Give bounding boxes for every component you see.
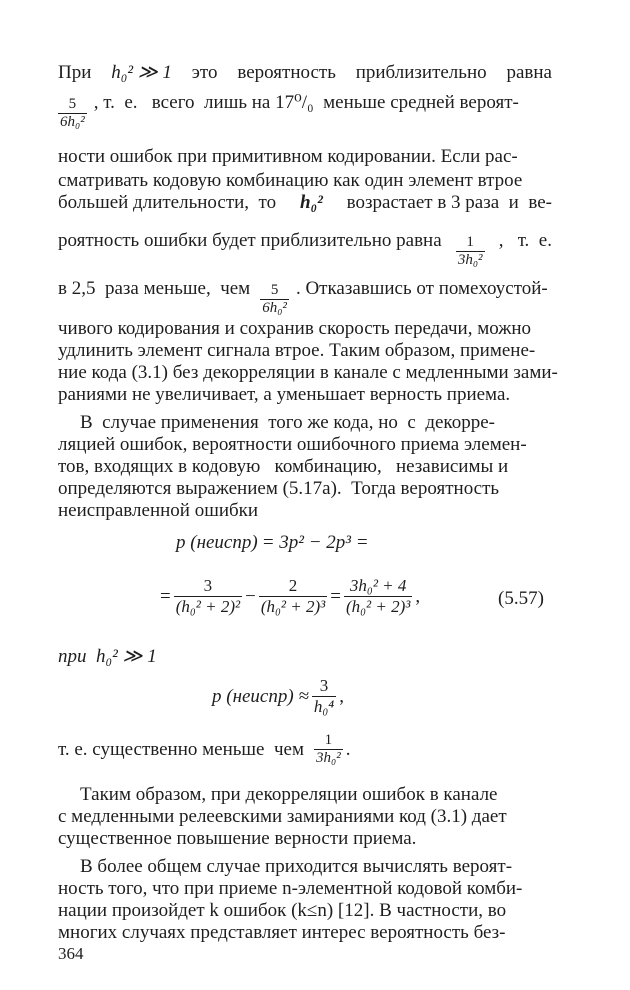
equals-sign: = [330,585,341,607]
text: удлинить элемент сигнала втрое. Таким образом, примене- [58,340,536,361]
text: , т. е. всего лишь на 17⁰/₀ меньше средней вероят- [93,92,519,113]
text: в 2,5 раза меньше, чем [58,278,251,299]
period: . [345,738,351,760]
text: раниями не увеличивает, а уменьшает верность приема. [58,384,511,405]
text: ляцией ошибок, вероятности ошибочного приема элемен- [58,434,527,455]
para1-line7 [58,278,552,317]
para4-line2 [58,878,552,900]
text: неисправленной ошибки [58,500,259,521]
para1-line11 [58,384,552,406]
para1-line8 [58,318,552,340]
condition-line [58,646,552,668]
page-number: 364 [58,944,84,963]
comma: , [415,585,421,607]
formula-approx [212,676,344,717]
comma: , [339,685,344,707]
para1-line3 [58,146,552,168]
text: существенное повышение верности приема. [58,828,417,849]
text: многих случаях представляет интерес вероятность без- [58,922,506,943]
text: , т. е. [498,230,552,251]
para1-line2 [58,92,552,131]
word: приблизительно [355,62,487,83]
para4-line4 [58,922,552,944]
fraction-5-6h: $\frac{5}{\text{6h₀²}}$ [60,96,85,130]
text: ность того, что при приеме n-элементной кодовой комби- [58,878,523,899]
fraction-5-6h: $\frac{5}{\text{6h₀²}}$ [262,282,287,316]
word: При [58,62,92,83]
formula-p-neispr [176,532,369,554]
para2-line4 [58,478,552,500]
text: с медленными релеевскими замираниями код (3.1) дает [58,806,507,827]
fraction-3: $\frac{3}{\text{(h₀² + 2)²}}$ [175,576,241,616]
para4-line3 [58,900,552,922]
h0-squared: h₀² [299,192,323,213]
word: равна [506,62,552,83]
result-line [58,732,350,767]
word: это [191,62,218,83]
para1-line10 [58,362,558,384]
para1-line1 [58,62,552,84]
formula-expanded [160,576,420,617]
fraction-result: $\frac{\text{3h₀² + 4}}{\text{(h₀² + 2)³}}$ [345,576,411,616]
fraction-1-3h: $\frac{1}{\text{3h₀²}}$ [316,732,341,766]
fraction-3-h4: $\frac{3}{\text{h₀⁴}}$ [313,676,335,716]
text: . Отказавшись от помехоустой- [295,278,548,299]
para1-line5 [58,192,552,214]
text: тов, входящих в кодовую комбинацию, независимы и [58,456,509,477]
text: В случае применения того же кода, но с декорре- [80,412,495,433]
formula-lhs: p (неиспр) ≈ [212,685,309,707]
para4-line1 [80,856,552,878]
fraction-1-3h: $\frac{1}{\text{3h₀²}}$ [457,234,483,268]
text: нации произойдет k ошибок (k≤n) [12]. В частности, во [58,900,507,921]
text: т. е. существенно меньше чем [58,738,305,760]
para1-line9 [58,340,552,362]
condition-h0: h₀² ≫ 1 [111,62,172,83]
formula-lhs: p (неиспр) [176,532,258,553]
text: возрастает в 3 раза и ве- [346,192,552,213]
text: сматривать кодовую комбинацию как один элемент втрое [58,170,523,191]
para3-line2 [58,806,552,828]
para2-line2 [58,434,552,456]
para2-line3 [58,456,552,478]
para3-line1 [80,784,552,806]
text: Таким образом, при декорреляции ошибок в канале [80,784,498,805]
minus-sign: − [245,585,256,607]
text: большей длительности, то [58,192,277,213]
para3-line3 [58,828,552,850]
text: ности ошибок при примитивном кодировании. Если рас- [58,146,518,167]
equals-sign: = [160,585,171,607]
equation-number: (5.57) [498,588,544,609]
condition-text: при h₀² ≫ 1 [58,646,157,667]
text: роятность ошибки будет приблизительно равна [58,230,442,251]
para1-line4 [58,170,552,192]
formula-rhs: = 3p² − 2p³ = [261,532,369,553]
word: вероятность [237,62,336,83]
text: определяются выражением (5.17а). Тогда вероятность [58,478,500,499]
text: В более общем случае приходится вычислять вероят- [80,856,513,877]
text: чивого кодирования и сохранив скорость передачи, можно [58,318,532,339]
para1-line6 [58,230,552,269]
para2-line1 [80,412,552,434]
text: ние кода (3.1) без декорреляции в канале с медленными зами- [58,362,558,383]
fraction-2: $\frac{2}{\text{(h₀² + 2)³}}$ [260,576,326,616]
para2-line5 [58,500,552,522]
